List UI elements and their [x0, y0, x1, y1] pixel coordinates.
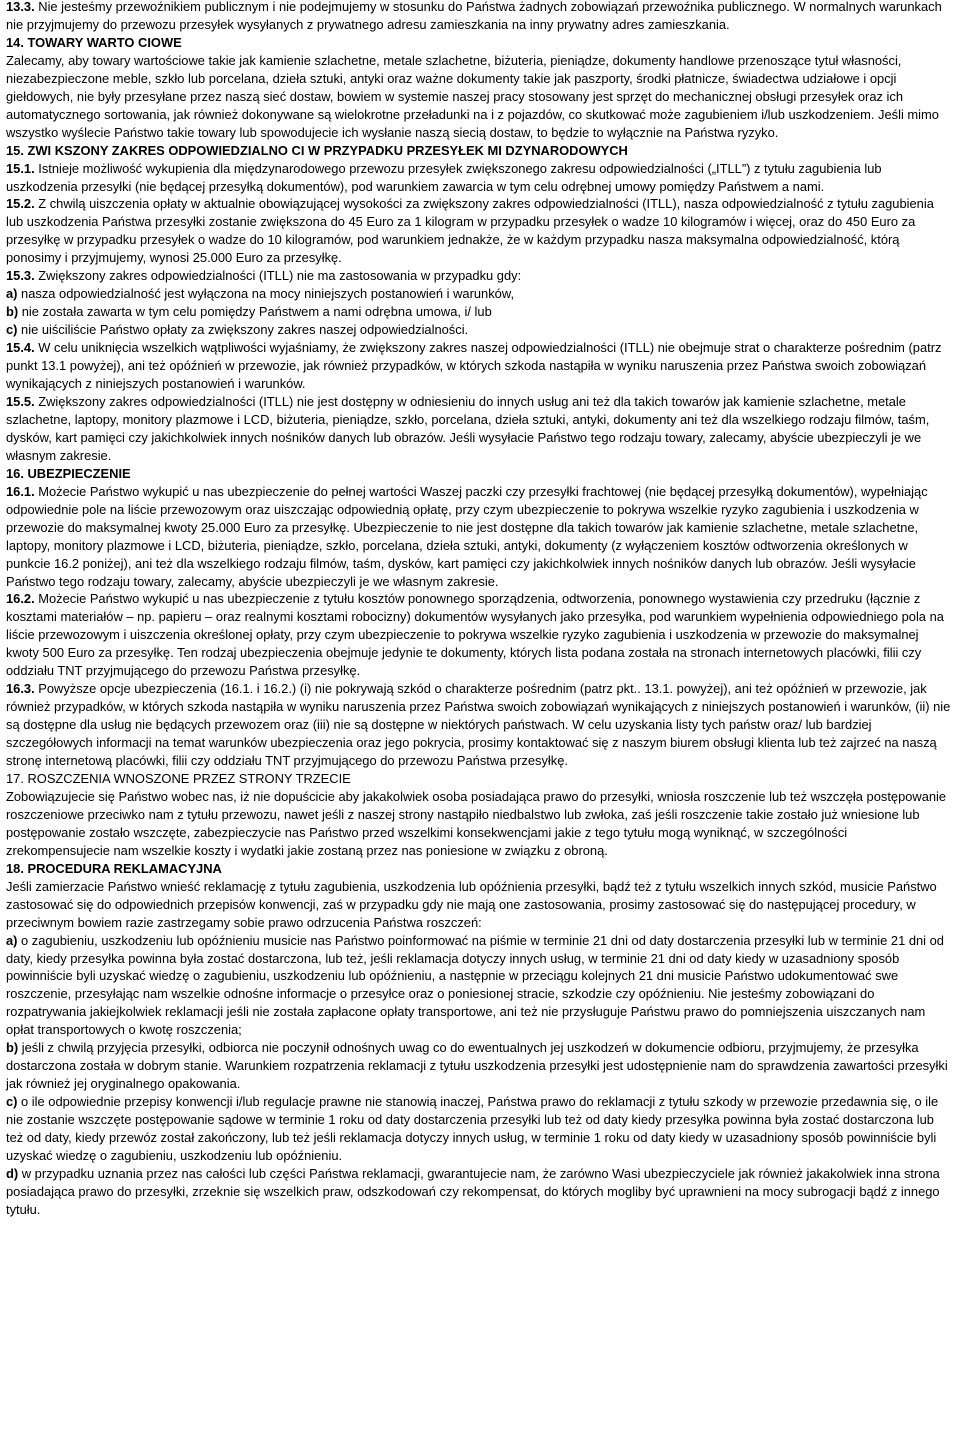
clause-paragraph [6, 878, 954, 932]
clause-number: 15.5. [6, 393, 35, 409]
list-item-label: c) [6, 322, 18, 338]
list-item [6, 1165, 954, 1219]
clause-text: Jeśli zamierzacie Państwo wnieść reklamację z tytułu zagubienia, uszkodzenia lub opóźnienia przesyłki, bądź też z tytułu wszelkich innych szkód, musicie Państwo zastosować się do odpowiednich przepisów konwencji, zaś w przypadku gdy nie mają one zastosowania, prosimy zastosować się do następującej procedury, w przeciwnym bowiem razie zastrzegamy sobie prawo odrzucenia Państwa roszczeń: [6, 878, 937, 930]
clause-text: Zwiększony zakres odpowiedzialności (ITLL) nie ma zastosowania w przypadku gdy: [34, 268, 522, 284]
clause-text: Możecie Państwo wykupić u nas ubezpieczenie z tytułu kosztów ponownego sporządzenia, odtworzenia, ponownego wystawienia czy przedruku (łącznie z kosztami materiałów – np. papieru – oraz realnymi kosztami robocizny) dokumentów wysyłanych jako przesyłka, pod warunkiem wypełnienia odpowiedniego pola na liście przewozowym i uiszczenia określonej opłaty, przy czym ubezpieczenie to pokrywa wszelkie ryzyko zagubienia i uszkodzenia w przewozie do maksymalnej kwoty 500 Euro za przesyłkę. Ten rodzaj ubezpieczenia obejmuje jedynie te dokumenty, których lista podana została na stronach internetowych placówki, filii czy oddziału TNT przyjmującego do przewozu Państwa przesyłkę. [6, 591, 944, 679]
section-heading [6, 860, 954, 878]
clause-number: 15.3. [6, 268, 35, 284]
clause-text: nie uiściliście Państwo opłaty za zwiększony zakres naszej odpowiedzialności. [17, 322, 469, 338]
section-heading-text: 17. ROSZCZENIA WNOSZONE PRZEZ STRONY TRZECIE [6, 770, 351, 786]
list-item [6, 303, 954, 321]
clause-text: Powyższe opcje ubezpieczenia (16.1. i 16.2.) (i) nie pokrywają szkód o charakterze pośrednim (patrz pkt.. 13.1. powyżej), ani też opóźnień w przewozie, jak również przypadków, w których szkoda nastąpiła w wyniku naruszenia przez Państwa swoich zobowiązań wynikających z niniejszych postanowień i warunków, (ii) nie są dostępne dla usług nie będących przewozem oraz (iii) nie są dostępne w niektórych państwach. W celu uzyskania listy tych państw oraz/ lub bardziej szczegółowych informacji na temat warunków ubezpieczenia oraz jego pokrycia, prosimy kontaktować się z naszym biurem obsługi klienta lub też zajrzeć na naszą stronę internetową placówki, filii czy oddziału TNT przyjmującego do przewozu Państwa przesyłkę. [6, 681, 951, 769]
document-page [6, 0, 954, 1219]
clause-paragraph [6, 590, 954, 680]
clause-text: o ile odpowiednie przepisy konwencji i/lub regulacje prawne nie stanowią inaczej, Państwa prawo do reklamacji z tytułu szkody w przewozie przedawnia się, o ile nie zostanie wszczęte postępowanie sądowe w terminie 1 roku od daty dostarczenia przesyłki lub też od daty kiedy przesyłka powinna była zostać dostarczona lub też od daty, kiedy przewóz został zakończony, lub też jeśli reklamacja dotyczy innych usług, w terminie 1 roku od daty kiedy w uzasadniony sposób powinniście byli uzyskać wiedzę o zagubieniu, uszkodzeniu lub opóźnieniu. [6, 1094, 939, 1163]
list-item [6, 321, 954, 339]
clause-paragraph [6, 267, 954, 285]
list-item-label: b) [6, 1040, 19, 1056]
list-item-label: b) [6, 304, 19, 320]
section-heading-text: 16. UBEZPIECZENIE [6, 465, 131, 481]
list-item-label: a) [6, 932, 18, 948]
clause-text: Możecie Państwo wykupić u nas ubezpieczenie do pełnej wartości Waszej paczki czy przesyłki frachtowej (nie będącej przesyłką dokumentów), wypełniając odpowiednie pole na liście przewozowym oraz uiszczając odpowiednią opłatę, przy czym ubezpieczenie to pokrywa wszelkie ryzyko zagubienia i uszkodzenia w przewozie do maksymalnej kwoty 25.000 Euro za przesyłkę. Ubezpieczenie to nie jest dostępne dla takich towarów jak kamienie szlachetne, metale szlachetne, laptopy, monitory plazmowe i LCD, biżuteria, pieniądze, szkło, porcelana, dzieła sztuki, antyki, dokumenty (z wyłączeniem kosztów odtworzenia określonych w punkcie 16.2 poniżej), ani też dla wszelkiego rodzaju filmów, taśm, dysków, kart pamięci czy jakichkolwiek innych nośników danych lub obrazów. Jeśli wysyłacie Państwo tego rodzaju towary, zalecamy, abyście ubezpieczyli je we własnym zakresie. [6, 483, 928, 589]
list-item [6, 1039, 954, 1093]
clause-text: W celu uniknięcia wszelkich wątpliwości wyjaśniamy, że zwiększony zakres naszej odpowiedzialności (ITLL) nie obejmuje strat o charakterze pośrednim (patrz punkt 13.1 powyżej), ani też opóźnień w przewozie, jak również przypadków, w których szkoda nastąpiła w wyniku naruszenia przez Państwa swoich zobowiązań wynikających z niniejszych postanowień i warunków. [6, 340, 942, 392]
list-item [6, 285, 954, 303]
clause-text: Zwiększony zakres odpowiedzialności (ITLL) nie jest dostępny w odniesieniu do innych usług ani też dla takich towarów jak kamienie szlachetne, metale szlachetne, laptopy, monitory plazmowe i LCD, biżuteria, pieniądze, szkło, porcelana, dzieła sztuki, antyki, dokumenty ani też dla wszelkiego rodzaju filmów, taśm, dysków, kart pamięci czy jakichkolwiek innych nośników danych lub obrazów. Jeśli wysyłacie Państwo tego rodzaju towary, zalecamy, abyście ubezpieczyli je we własnym zakresie. [6, 393, 930, 463]
clause-paragraph [6, 52, 954, 142]
clause-text: nasza odpowiedzialność jest wyłączona na mocy niniejszych postanowień i warunków, [17, 286, 515, 302]
clause-text: Z chwilą uiszczenia opłaty w aktualnie obowiązującej wysokości za zwiększony zakres odpowiedzialności (ITLL), nasza odpowiedzialność z tytułu zagubienia lub uszkodzenia Państwa przesyłki zostanie zwiększona do 45 Euro za 1 kilogram w przypadku przesyłek o wadze 10 kilogramów i więcej, oraz do 450 Euro za przesyłkę w przypadku przesyłek o wadze do 10 kilogramów, pod warunkiem jednakże, że w każdym przypadku nasza maksymalna odpowiedzialność, którą ponosimy i przyjmujemy, wynosi 25.000 Euro za przesyłkę. [6, 196, 934, 266]
list-item-label: a) [6, 286, 18, 302]
clause-paragraph [6, 195, 954, 267]
list-item [6, 1093, 954, 1165]
clause-text: Zobowiązujecie się Państwo wobec nas, iż nie dopuścicie aby jakakolwiek osoba posiadająca prawo do przesyłki, wniosła roszczenie lub też wszczęła postępowanie roszczeniowe przeciwko nam z tytułu przewozu, nawet jeśli z naszej strony nastąpiło niedbalstwo lub zwłoka, zaś jeśli roszczenie takie zostało już wniesione lub postępowanie zostało wszczęte, zabezpieczycie nas Państwo przed wszelkimi konsekwencjami jakie z tego tytułu mogą wyniknąć, w szczególności zrekompensujecie nam wszelkie koszty i wydatki jakie zostaną przez nas poniesione w związku z obroną. [6, 788, 947, 858]
clause-text: Istnieje możliwość wykupienia dla międzynarodowego przewozu przesyłek zwiększonego zakresu odpowiedzialności („ITLL”) z tytułu zagubienia lub uszkodzenia przesyłki (nie będącej przesyłką dokumentów), pod warunkiem zawarcia w tym celu odrębnej umowy pomiędzy Państwem a nami. [6, 160, 882, 194]
list-item [6, 932, 954, 1040]
clause-text: Nie jesteśmy przewoźnikiem publicznym i nie podejmujemy w stosunku do Państwa żadnych zobowiązań przewoźnika publicznego. W normalnych warunkach nie przyjmujemy do przewozu przesyłek wysyłanych z prywatnego adresu zamieszkania na inny prywatny adres zamieszkania. [6, 0, 942, 32]
clause-number: 15.1. [6, 160, 35, 176]
section-heading-text: 15. ZWI KSZONY ZAKRES ODPOWIEDZIALNO CI W PRZYPADKU PRZESYŁEK MI DZYNARODOWYCH [6, 142, 628, 158]
clause-number: 16.1. [6, 483, 35, 499]
clause-paragraph [6, 160, 954, 196]
clause-paragraph [6, 483, 954, 591]
section-heading-text: 14. TOWARY WARTO CIOWE [6, 34, 182, 50]
clause-number: 16.3. [6, 681, 35, 697]
section-heading [6, 34, 954, 52]
clause-paragraph [6, 788, 954, 860]
clause-number: 15.4. [6, 340, 35, 356]
clause-text: Zalecamy, aby towary wartościowe takie jak kamienie szlachetne, metale szlachetne, biżuteria, pieniądze, dokumenty handlowe przenoszące tytuł własności, niezabezpieczone meble, szkło lub porcelana, dzieła sztuki, antyki oraz ważne dokumenty takie jak paszporty, środki płatnicze, świadectwa udziałowe i opcji giełdowych, nie były przesyłane przez naszą sieć dostaw, bowiem w systemie naszej pracy stosowany jest sprzęt do mechanicznej obsługi przesyłek oraz ich automatycznego sortowania, jak również dokonywane są wielokrotne przeładunki na i z pojazdów, co skutkować może zagubieniem i/lub uszkodzeniem. Jeśli mimo wszystko wyślecie Państwo takie towary lub spowodujecie ich wysłanie naszą siecią dostaw, to będzie to wyłącznie na Państwa ryzyko. [6, 52, 939, 140]
clause-text: o zagubieniu, uszkodzeniu lub opóźnieniu musicie nas Państwo poinformować na piśmie w terminie 21 dni od daty dostarczenia przesyłki lub w terminie 21 dni od daty, kiedy przesyłka powinna była zostać dostarczona, lub też, jeśli reklamacja dotyczy innych usług, w terminie 21 dni od daty kiedy w uzasadniony sposób powinniście byli uzyskać wiedzę o zagubieniu, uszkodzeniu lub opóźnieniu, a następnie w przeciągu kolejnych 21 dni musicie Państwo udokumentować swe roszczenie, przesyłając nam wszelkie odnośne informacje o przesyłce oraz o poniesionej stracie, szkodzie czy opóźnieniu. Nie jesteśmy zobowiązani do rozpatrywania jakiejkolwiek reklamacji jeśli nie została zapłacone opłaty transportowe, ani też nie przysługuje Państwu prawo do pomniejszenia uiszczanych nam opłat transportowych o kwotę roszczenia; [6, 932, 944, 1038]
section-heading [6, 142, 954, 160]
clause-text: nie została zawarta w tym celu pomiędzy Państwem a nami odrębna umowa, i/ lub [18, 304, 492, 320]
list-item-label: d) [6, 1165, 19, 1181]
clause-paragraph [6, 0, 954, 34]
clause-paragraph [6, 393, 954, 465]
clause-paragraph [6, 680, 954, 770]
section-heading-text: 18. PROCEDURA REKLAMACYJNA [6, 860, 222, 876]
section-heading [6, 465, 954, 483]
clause-paragraph [6, 339, 954, 393]
clause-number: 15.2. [6, 196, 35, 212]
section-heading [6, 770, 954, 788]
clause-number: 13.3. [6, 0, 35, 14]
clause-text: w przypadku uznania przez nas całości lub części Państwa reklamacji, gwarantujecie nam, że zarówno Wasi ubezpieczyciele jak również jakakolwiek inna strona posiadająca prawo do przesyłki, zrzeknie się wszelkich praw, odszkodowań czy rekompensat, do których mogliby być uprawnieni na mocy subrogacji bądź z innego tytułu. [6, 1165, 940, 1217]
clause-number: 16.2. [6, 591, 35, 607]
list-item-label: c) [6, 1094, 18, 1110]
clause-text: jeśli z chwilą przyjęcia przesyłki, odbiorca nie poczynił odnośnych uwag co do ewentualnych jej uszkodzeń w dokumencie odbioru, przyjmujemy, że przesyłka dostarczona została w dobrym stanie. Warunkiem rozpatrzenia reklamacji z tytułu uszkodzenia przesyłki jest udostępnienie nam do sprawdzenia zawartości przesyłki jak również jej oryginalnego opakowania. [6, 1040, 948, 1092]
